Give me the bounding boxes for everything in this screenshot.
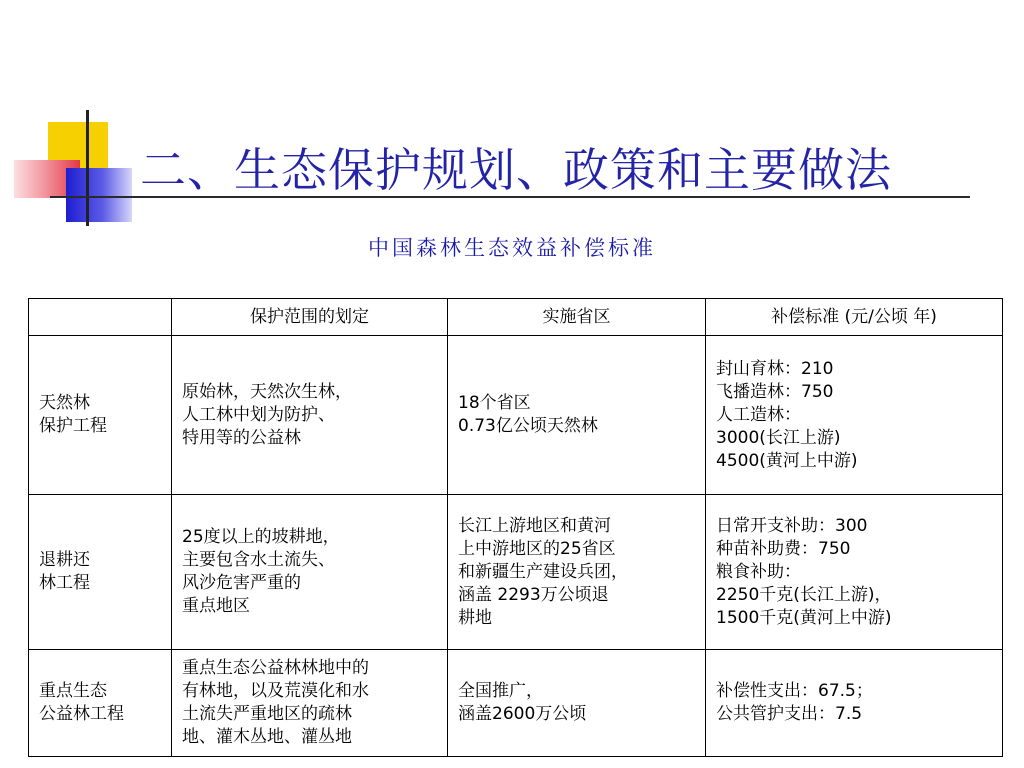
header-standard: 补偿标准 (元/公顷 年) (706, 299, 1003, 336)
cell-scope: 原始林，天然次生林， 人工林中划为防护、 特用等的公益林 (172, 336, 448, 495)
table-caption: 中国森林生态效益补偿标准 (368, 236, 656, 260)
decor-blue-square (66, 168, 132, 222)
header-regions: 实施省区 (448, 299, 706, 336)
header-scope: 保护范围的划定 (172, 299, 448, 336)
table-row (29, 495, 1003, 650)
cell-standard: 补偿性支出：67.5； 公共管护支出：7.5 (706, 650, 1003, 757)
cell-project: 退耕还 林工程 (29, 495, 172, 650)
cell-regions: 全国推广， 涵盖2600万公顷 (448, 650, 706, 757)
cell-scope: 重点生态公益林林地中的 有林地，以及荒漠化和水 土流失严重地区的疏林 地、灌木丛地、灌丛地 (172, 650, 448, 757)
header-blank (29, 299, 172, 336)
compensation-table (28, 298, 1003, 757)
table-row (29, 336, 1003, 495)
table-row (29, 650, 1003, 757)
cell-standard: 封山育林：210 飞播造林：750 人工造林： 3000(长江上游) 4500(黄河上中游) (706, 336, 1003, 495)
cell-project: 天然林 保护工程 (29, 336, 172, 495)
cell-project: 重点生态 公益林工程 (29, 650, 172, 757)
cell-regions: 长江上游地区和黄河 上中游地区的25省区 和新疆生产建设兵团， 涵盖 2293万公顷退 耕地 (448, 495, 706, 650)
cell-standard: 日常开支补助：300 种苗补助费：750 粮食补助： 2250千克(长江上游)， 1500千克(黄河上中游) (706, 495, 1003, 650)
cell-scope: 25度以上的坡耕地， 主要包含水土流失、 风沙危害严重的 重点地区 (172, 495, 448, 650)
decor-vertical-line (86, 110, 89, 226)
cell-regions: 18个省区 0.73亿公顷天然林 (448, 336, 706, 495)
slide-title: 二、生态保护规划、政策和主要做法 (140, 143, 892, 197)
table-header-row (29, 299, 1003, 336)
